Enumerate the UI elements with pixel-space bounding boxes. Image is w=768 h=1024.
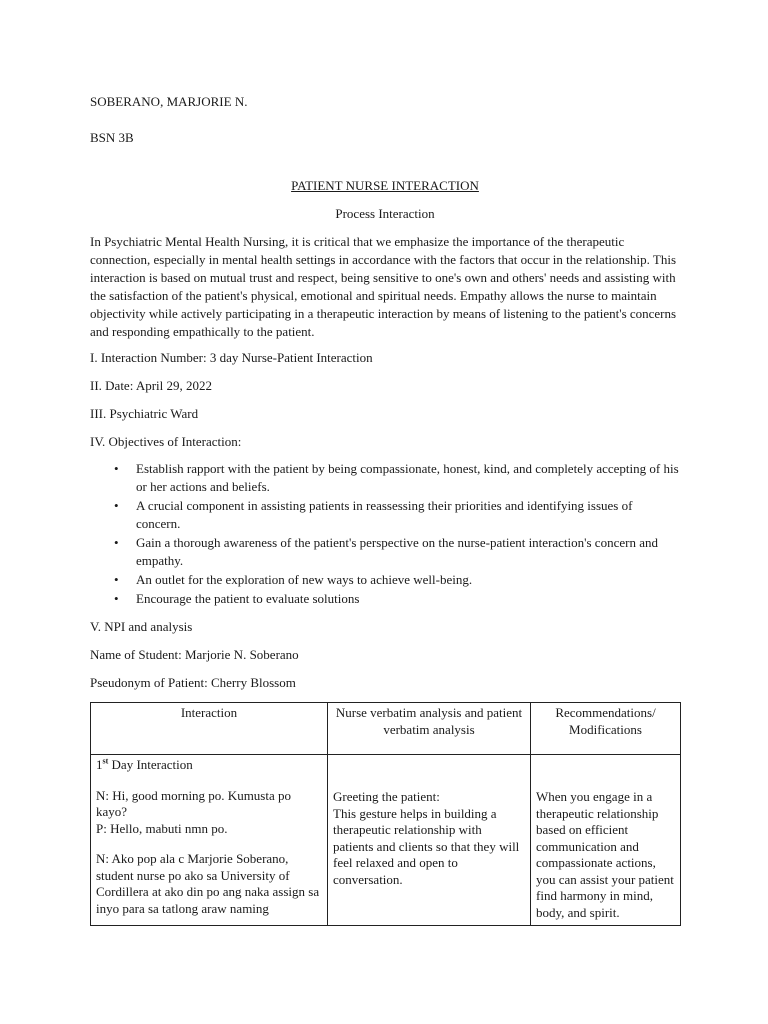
section: BSN 3B (90, 130, 134, 145)
list-item: • Encourage the patient to evaluate solutions (114, 591, 360, 606)
bullet-icon: • (114, 572, 119, 587)
document-title: PATIENT NURSE INTERACTION (291, 178, 479, 193)
analysis-cell (328, 755, 531, 926)
list-item: • Establish rapport with the patient by being compassionate, honest, kind, and completely accepting of his or her actions and beliefs. (114, 461, 679, 494)
objectives-heading: IV. Objectives of Interaction: (90, 434, 242, 449)
recommendation-text: When you engage in a therapeutic relationship based on efficient communication and compassionate actions, you can assist your patient find harmony in mind, body, and spirit. (536, 789, 674, 920)
ward: III. Psychiatric Ward (90, 406, 199, 421)
list-item: • An outlet for the exploration of new ways to achieve well-being. (114, 572, 473, 587)
recommendation-cell (531, 755, 681, 926)
day-label: 1st Day Interaction (96, 756, 193, 772)
analysis-title: Greeting the patient: (333, 789, 440, 804)
header-recommendations: Recommendations/ Modifications (531, 703, 681, 755)
nurse-line-1: N: Hi, good morning po. Kumusta po kayo? (96, 787, 291, 819)
student-line: Name of Student: Marjorie N. Soberano (90, 647, 299, 662)
table-header-row (91, 703, 681, 755)
list-item: • Gain a thorough awareness of the patient's perspective on the nurse-patient interaction's concern and empathy. (114, 535, 658, 568)
bullet-icon: • (114, 591, 119, 606)
document-subtitle: Process Interaction (335, 206, 435, 221)
objectives-list (90, 460, 680, 609)
header-interaction: Interaction (91, 703, 328, 755)
patient-line: Pseudonym of Patient: Cherry Blossom (90, 675, 296, 690)
analysis-body: This gesture helps in building a therapeutic relationship with patients and clients so that they will feel relaxed and open to conversation. (333, 805, 520, 887)
interaction-cell (91, 755, 328, 926)
table-row (91, 755, 681, 926)
list-item: • A crucial component in assisting patients in reassessing their priorities and identifying issues of concern. (114, 498, 633, 531)
interaction-number: I. Interaction Number: 3 day Nurse-Patient Interaction (90, 350, 373, 365)
intro-paragraph: In Psychiatric Mental Health Nursing, it is critical that we emphasize the importance of the therapeutic connection, especially in mental health settings in accordance with the factors that occur in the relationship. This interaction is based on mutual trust and respect, being sensitive to one's own and others' needs and assisting with the satisfaction of the patient's physical, emotional and spiritual needs. Empathy allows the nurse to maintain objectivity while actively participating in a therapeutic interaction by means of listening to the patient's concerns and responding empathically to the patient. (90, 234, 677, 339)
student-name: SOBERANO, MARJORIE N. (90, 94, 248, 109)
nurse-line-2: N: Ako pop ala c Marjorie Soberano, student nurse po ako sa University of Cordillera at ako din po ang naka assign sa inyo para sa tatlong araw naming (96, 851, 320, 916)
npi-heading: V. NPI and analysis (90, 619, 193, 634)
bullet-icon: • (114, 498, 119, 513)
patient-line-1: P: Hello, mabuti nmn po. (96, 820, 228, 836)
header-analysis: Nurse verbatim analysis and patient verbatim analysis (328, 703, 531, 755)
interaction-date: II. Date: April 29, 2022 (90, 378, 213, 393)
bullet-icon: • (114, 535, 119, 550)
npi-table (90, 702, 681, 926)
bullet-icon: • (114, 461, 119, 476)
